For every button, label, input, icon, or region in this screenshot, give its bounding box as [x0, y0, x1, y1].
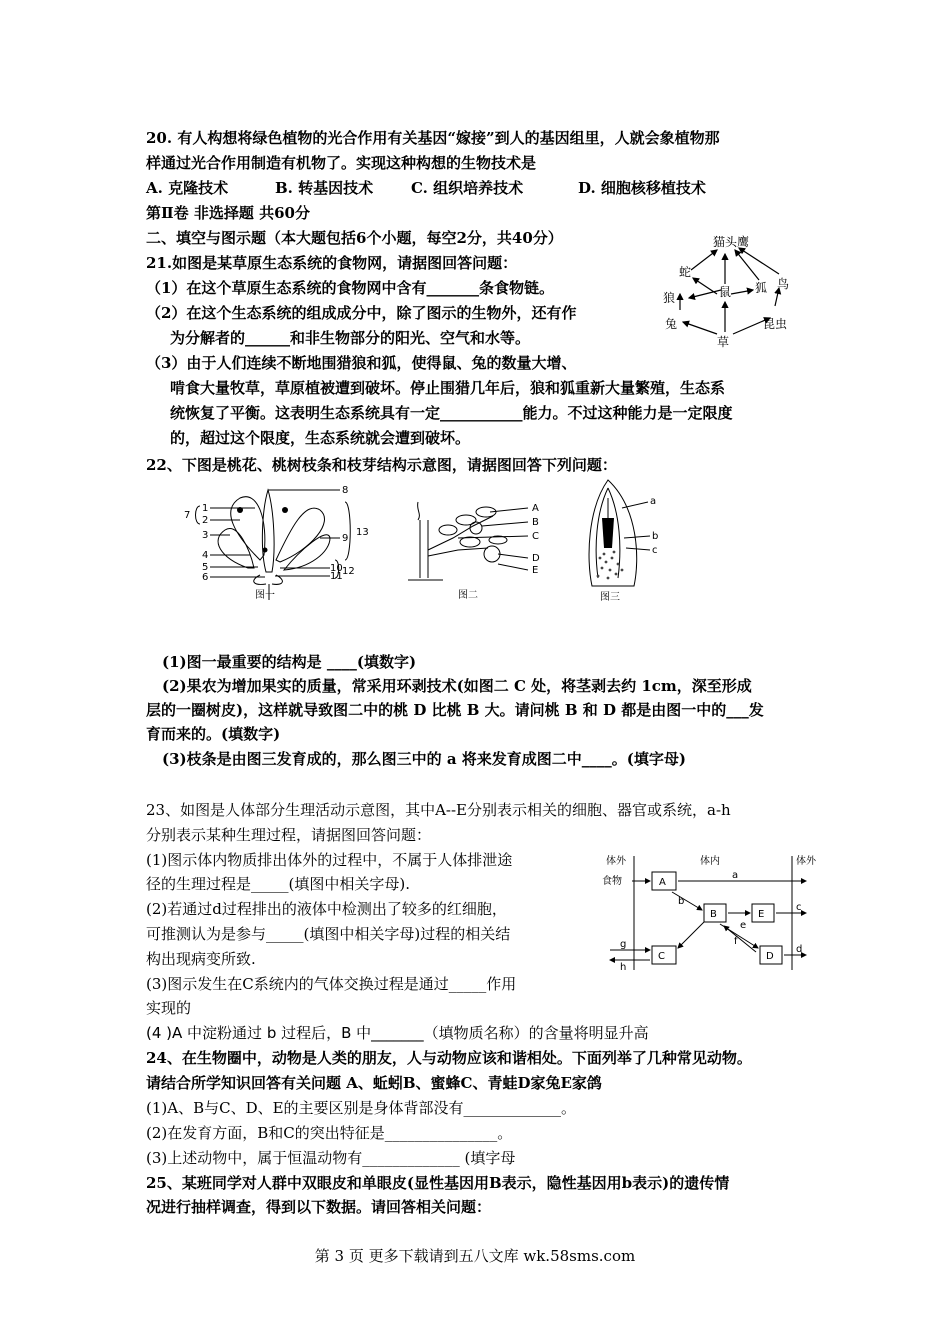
box-c: C — [658, 951, 665, 962]
process-b: b — [678, 896, 685, 907]
box-b: B — [710, 909, 717, 920]
flower-label-6: 6 — [202, 572, 209, 583]
q21-part3-line3: 统恢复了平衡。这表明生态系统具有一定___________能力。不过这种能力是一定限度 — [170, 404, 733, 422]
flower-label-4: 4 — [202, 550, 209, 561]
fox-label: 狐 — [755, 281, 768, 295]
q21-part3-line1: （3）由于人们连续不断地围猎狼和狐，使得鼠、兔的数量大增、 — [146, 354, 577, 372]
branch-label-d: D — [532, 553, 540, 564]
q23-intro-line1: 23、如图是人体部分生理活动示意图，其中A--E分别表示相关的细胞、器官或系统，a-h — [146, 801, 731, 819]
branch-label-a: A — [532, 503, 539, 514]
q20-option-c: C. 组织培养技术 — [411, 179, 524, 197]
process-d: d — [796, 944, 803, 955]
q24-intro-line1: 24、在生物圈中，动物是人类的朋友，人与动物应该和谐相处。下面列举了几种常见动物。 — [146, 1049, 752, 1067]
insect-label: 昆虫 — [763, 317, 788, 331]
peach-flower-figure — [180, 480, 370, 605]
bud-label-a: a — [650, 496, 657, 507]
diagram-food: 食物 — [602, 876, 622, 887]
q23-part2-line2: 可推测认为是参与_____(填图中相关字母)过程的相关结 — [146, 925, 511, 943]
q22-question2-line2: 层的一圈树皮)，这样就导致图二中的桃 D 比桃 B 大。请问桃 B 和 D 都是由图一中的___发 — [146, 701, 764, 719]
q23-part1-line2: 径的生理过程是_____(填图中相关字母). — [146, 875, 410, 893]
wolf-label: 狼 — [663, 291, 676, 305]
box-e: E — [758, 909, 765, 920]
figure1-caption: 图一 — [255, 590, 275, 601]
q22-intro: 22、下图是桃花、桃树枝条和枝芽结构示意图，请据图回答下列问题： — [146, 456, 617, 474]
q20-option-b: B. 转基因技术 — [275, 179, 374, 197]
process-c: c — [796, 902, 802, 913]
q23-part3-line1: (3)图示发生在C系统内的气体交换过程是通过_____作用 — [146, 975, 517, 993]
bud-label-b: b — [652, 531, 659, 542]
bird-label: 鸟 — [777, 277, 790, 291]
q23-part3-line2: 实现的 — [146, 999, 192, 1017]
q22-question2-line1: (2)果农为增加果实的质量，常采用环剥技术(如图二 C 处，将茎剥去约 1cm，深至形成 — [162, 677, 752, 695]
q23-part2-line1: (2)若通过d过程排出的液体中检测出了较多的红细胞， — [146, 900, 507, 918]
q22-question1: (1)图一最重要的结构是 ____(填数字) — [162, 653, 417, 671]
process-e: e — [740, 920, 747, 931]
q23-part1-line1: (1)图示体内物质排出体外的过程中，不属于人体排泄途 — [146, 851, 513, 869]
flower-label-5: 5 — [202, 562, 209, 573]
flower-label-3: 3 — [202, 530, 209, 541]
q20-line1: 20. 有人构想将绿色植物的光合作用有关基因“嫁接”到人的基因组里，人就会象植物那 — [146, 129, 720, 147]
figure3-caption: 图三 — [600, 592, 620, 603]
figure2-caption: 图二 — [458, 590, 478, 601]
box-d: D — [766, 951, 774, 962]
bud-label-c: c — [652, 545, 658, 556]
q20-line2: 样通过光合作用制造有机物了。实现这种构想的生物技术是 — [146, 154, 537, 172]
process-g: g — [620, 939, 627, 950]
q21-part1: （1）在这个草原生态系统的食物网中含有_______条食物链。 — [146, 279, 554, 297]
q23-part4: (4 )A 中淀粉通过 b 过程后，B 中_______（填物质名称）的含量将明显升高 — [146, 1024, 649, 1042]
diagram-outside-right: 体外 — [796, 856, 816, 867]
flower-label-12: 12 — [342, 566, 355, 577]
q24-intro-line2: 请结合所学知识回答有关问题 A、蚯蚓B、蜜蜂C、青蛙D家兔E家鸽 — [146, 1074, 602, 1092]
q24-part1: (1)A、B与C、D、E的主要区别是身体背部没有_____________。 — [146, 1099, 577, 1117]
q22-question3: (3)枝条是由图三发育成的，那么图三中的 a 将来发育成图二中____。(填字母) — [162, 750, 686, 768]
process-h: h — [620, 962, 627, 973]
flower-label-11: 11 — [330, 571, 343, 582]
q20-option-a: A. 克隆技术 — [146, 179, 229, 197]
branch-label-c: C — [532, 531, 539, 542]
flower-label-8: 8 — [342, 485, 349, 496]
diagram-outside-left: 体外 — [606, 856, 626, 867]
page-footer: 第 3 页 更多下载请到五八文库 wk.58sms.com — [314, 1247, 636, 1265]
q23-intro-line2: 分别表示某种生理过程，请据图回答问题： — [146, 826, 432, 844]
q20-option-d: D. 细胞核移植技术 — [578, 179, 706, 197]
flower-label-13: 13 — [356, 527, 369, 538]
q21-part3-line4: 的，超过这个限度，生态系统就会遭到破坏。 — [170, 429, 471, 447]
rabbit-label: 兔 — [665, 317, 678, 331]
physiology-diagram — [600, 852, 830, 977]
mouse-label: 鼠 — [719, 285, 732, 299]
flower-label-10: 10 — [330, 563, 343, 574]
section-part-heading: 二、填空与图示题（本大题包括6个小题，每空2分，共40分） — [146, 229, 563, 247]
diagram-inside: 体内 — [700, 856, 720, 867]
q24-part3: (3)上述动物中，属于恒温动物有_____________ (填字母 — [146, 1149, 516, 1167]
flower-label-7: 7 — [184, 510, 191, 521]
q23-part2-line3: 构出现病变所致. — [146, 950, 256, 968]
q25-line2: 况进行抽样调查，得到以下数据。请回答相关问题： — [146, 1198, 492, 1216]
branch-label-e: E — [532, 565, 539, 576]
section-title: 第Ⅱ卷 非选择题 共60分 — [146, 204, 310, 222]
owl-label: 猫头鹰 — [713, 235, 750, 249]
flower-label-9: 9 — [342, 533, 349, 544]
box-a: A — [659, 877, 666, 888]
process-a: a — [732, 870, 739, 881]
q21-intro: 21.如图是某草原生态系统的食物网，请据图回答问题： — [146, 254, 518, 272]
peach-branch-figure — [398, 490, 558, 605]
flower-label-2: 2 — [202, 515, 209, 526]
q22-question2-line3: 育而来的。(填数字) — [146, 725, 281, 743]
grass-label: 草 — [717, 335, 730, 349]
branch-label-b: B — [532, 517, 539, 528]
food-web-diagram — [655, 232, 805, 350]
process-f: f — [734, 936, 738, 947]
q25-line1: 25、某班同学对人群中双眼皮和单眼皮(显性基因用B表示，隐性基因用b表示)的遗传情 — [146, 1174, 730, 1192]
flower-label-1: 1 — [202, 503, 209, 514]
q24-part2: (2)在发育方面，B和C的突出特征是_______________。 — [146, 1124, 513, 1142]
bud-section-figure — [578, 478, 668, 606]
q21-part2-line2: 为分解者的______和非生物部分的阳光、空气和水等。 — [170, 329, 531, 347]
q21-part3-line2: 啃食大量牧草，草原植被遭到破坏。停止围猎几年后，狼和狐重新大量繁殖，生态系 — [170, 379, 726, 397]
q21-part2-line1: （2）在这个生态系统的组成成分中，除了图示的生物外，还有作 — [146, 304, 577, 322]
snake-label: 蛇 — [679, 265, 692, 279]
